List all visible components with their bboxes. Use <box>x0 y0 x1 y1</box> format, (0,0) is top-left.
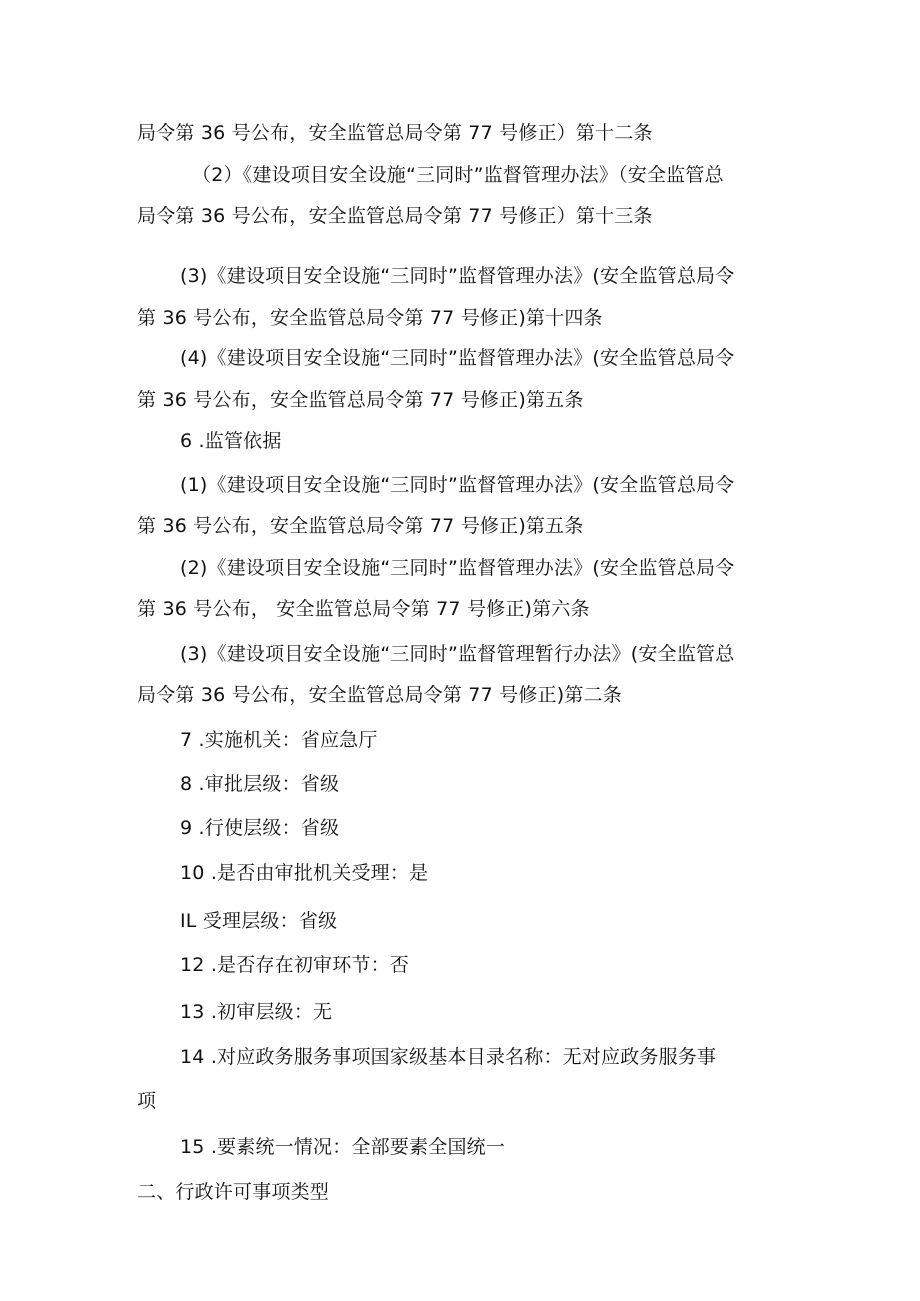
text-line: 项 <box>137 1090 157 1112</box>
text-line: 局令第 36 号公布，安全监管总局令第 77 号修正)第二条 <box>137 684 622 706</box>
list-item: 9 .行使层级：省级 <box>180 817 340 839</box>
list-item: 12 .是否存在初审环节：否 <box>180 954 410 976</box>
text-line: 第 36 号公布，安全监管总局令第 77 号修正)第十四条 <box>137 307 603 329</box>
text-line: 局令第 36 号公布，安全监管总局令第 77 号修正）第十二条 <box>137 122 653 144</box>
list-item: 14 .对应政务服务事项国家级基本目录名称：无对应政务服务事 <box>180 1046 717 1068</box>
text-line: （2）《建设项目安全设施“三同时”监督管理办法》（安全监管总 <box>192 164 724 186</box>
section-label: 6 .监管依据 <box>180 430 282 452</box>
text-line: 局令第 36 号公布，安全监管总局令第 77 号修正）第十三条 <box>137 205 653 227</box>
text-line: (3)《建设项目安全设施“三同时”监督管理办法》(安全监管总局令 <box>180 265 735 287</box>
section-heading: 二、行政许可事项类型 <box>137 1181 330 1203</box>
text-line: 第 36 号公布， 安全监管总局令第 77 号修正)第六条 <box>137 598 590 620</box>
list-item: IL 受理层级：省级 <box>180 910 338 932</box>
text-line: (3)《建设项目安全设施“三同时”监督管理暂行办法》(安全监管总 <box>180 643 735 665</box>
text-line: 第 36 号公布，安全监管总局令第 77 号修正)第五条 <box>137 389 584 411</box>
text-line: (4)《建设项目安全设施“三同时”监督管理办法》(安全监管总局令 <box>180 347 735 369</box>
list-item: 7 .实施机关：省应急厅 <box>180 729 378 751</box>
list-item: 10 .是否由审批机关受理：是 <box>180 862 429 884</box>
list-item: 15 .要素统一情况：全部要素全国统一 <box>180 1136 506 1158</box>
list-item: 8 .审批层级：省级 <box>180 773 340 795</box>
list-item: 13 .初审层级：无 <box>180 1001 333 1023</box>
text-line: (1)《建设项目安全设施“三同时”监督管理办法》(安全监管总局令 <box>180 474 735 496</box>
text-line: (2)《建设项目安全设施“三同时”监督管理办法》(安全监管总局令 <box>180 557 735 579</box>
text-line: 第 36 号公布，安全监管总局令第 77 号修正)第五条 <box>137 515 584 537</box>
